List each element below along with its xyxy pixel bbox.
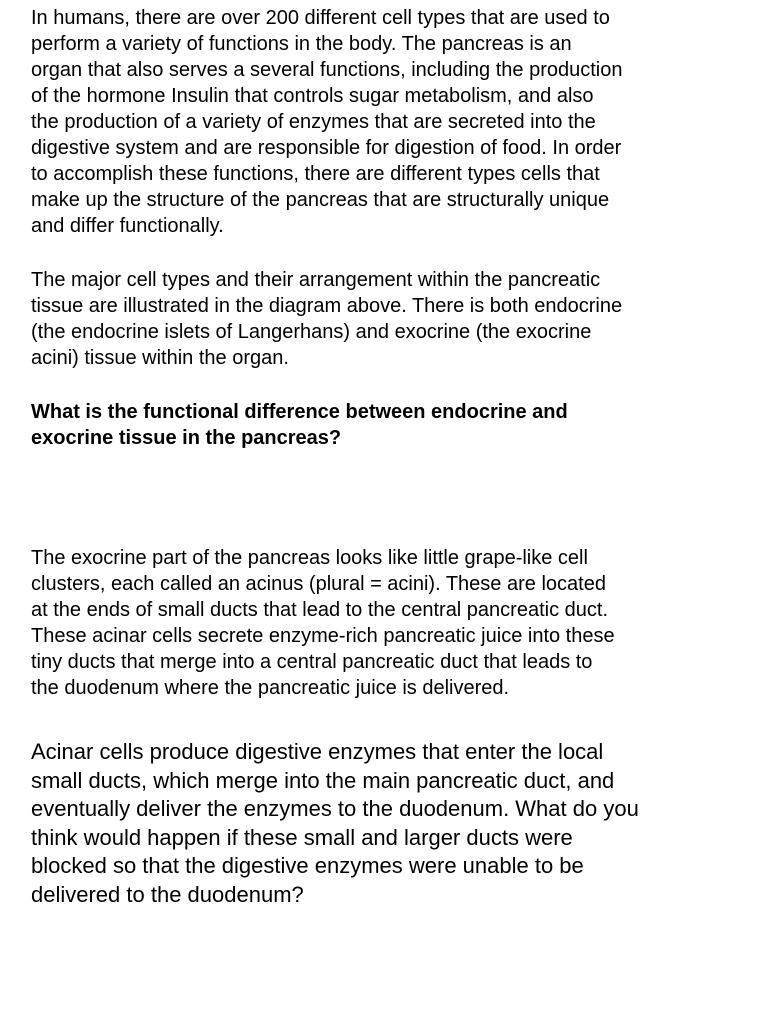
intro-paragraph: In humans, there are over 200 different cell types that are used to perform a variety of functions in the body. The pancreas is an organ that also serves a several functions, including the production of the hormone Insulin that controls sugar metabolism, and also the production of a variety of enzymes that are secreted into the digestive system and are responsible for digestion of food. In order to accomplish these functions, there are different types cells that make up the structure of the pancreas that are structurally unique and differ functionally. — [31, 7, 623, 237]
exocrine-paragraph: The exocrine part of the pancreas looks like little grape-like cell clusters, each called an acinus (plural = acini). These are located at the ends of small ducts that lead to the central pancreatic duct. These acinar cells secrete enzyme-rich pancreatic juice into these tiny ducts that merge into a central pancreatic duct that leads to the duodenum where the pancreatic juice is delivered. — [31, 547, 615, 699]
cell-types-paragraph: The major cell types and their arrangement within the pancreatic tissue are illustrated in the diagram above. There is both endocrine (the endocrine islets of Langerhans) and exocrine (the exocrine acini) tissue within the organ. — [31, 269, 623, 369]
question-endocrine-exocrine: What is the functional difference between endocrine and exocrine tissue in the pancreas? — [31, 401, 568, 449]
question-blocked-ducts: Acinar cells produce digestive enzymes that enter the local small ducts, which merge into the main pancreatic duct, and eventually deliver the enzymes to the duodenum. What do you think would happen if these small and larger ducts were blocked so that the digestive enzymes were unable to be delivered to the duodenum? — [31, 739, 639, 907]
